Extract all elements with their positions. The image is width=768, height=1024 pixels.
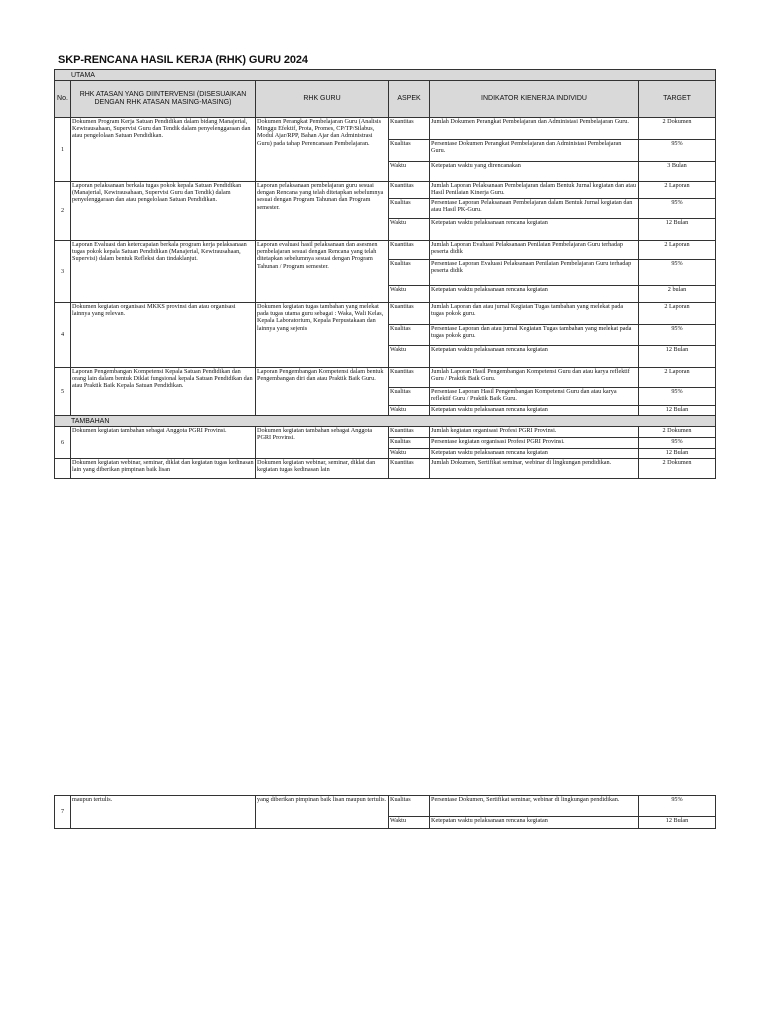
target-cell: 95% [639,260,716,286]
table-row [55,303,716,325]
header-no: No. [55,81,71,118]
target-cell: 2 Laporan [639,182,716,199]
indikator-cell: Persentase Dokumen Perangkat Pembelajaran dan Administasi Pembelajaran Guru. [430,140,639,162]
page-title: SKP-RENCANA HASIL KERJA (RHK) GURU 2024 [58,54,308,66]
rhk-atasan-cell: Laporan pelaksanaan berkala tugas pokok kepala Satuan Pendidikan (Manajerial, Kewirausahaan, Supervisi Guru dan Tendik) dalam penyelenggaraan dan atau pengelolaan Satuan Pendidikan. [71,182,256,241]
indikator-cell: Jumlah Laporan Evaluasi Pelaksanaan Penilaian Pembelajaran Guru terhadap peserta didik [430,241,639,260]
target-cell: 2 Dokumen [639,118,716,140]
target-cell: 95% [639,140,716,162]
target-cell: 2 Dokumen [639,459,716,479]
aspek-cell: Kualitas [389,140,430,162]
indikator-cell: Persentase Laporan Pelaksanaan Pembelajaran dalam Bentuk Jurnal kegiatan dan atau Hasil PK-Guru. [430,199,639,219]
aspek-cell: Waktu [389,817,430,829]
rhk-atasan-cell: Laporan Evaluasi dan ketercapaian berkala program kerja pelaksanaan tugas pokok kepala Satuan Pendidikan (Manajerial, Kewirausahaan, Supervisi) dalam bentuk Refleksi dan tindaklanjut. [71,241,256,303]
table-row [55,796,716,817]
table-row [55,459,716,479]
indikator-cell: Jumlah kegiatan organisasi Profesi PGRI Provinsi. [430,427,639,438]
target-cell: 12 Bulan [639,449,716,459]
aspek-cell: Kuantitas [389,368,430,388]
target-cell: 2 Laporan [639,241,716,260]
indikator-cell: Persentase Laporan Hasil Pengembangan Kompetensi Guru dan atau karya reflektif Guru / Praktik Baik Guru. [430,388,639,406]
indikator-cell: Jumlah Laporan Pelaksanaan Pembelajaran dalam Bentuk Jurnal kegiatan dan atau Hasil Penilaian Kinerja Guru. [430,182,639,199]
row-number: 4 [55,303,71,368]
rhk-table-continued [54,795,716,829]
row-number: 1 [55,118,71,182]
rhk-atasan-cell: maupun tertulis. [71,796,256,829]
aspek-cell: Kuantitas [389,303,430,325]
indikator-cell: Ketepatan waktu yang direncanakan [430,162,639,182]
indikator-cell: Persentase Laporan Evaluasi Pelaksanaan Penilaian Pembelajaran Guru terhadap peserta didik [430,260,639,286]
aspek-cell: Kuantitas [389,182,430,199]
target-cell: 12 Bulan [639,406,716,416]
table-row [55,241,716,260]
indikator-cell: Ketepatan waktu pelaksanaan rencana kegiatan [430,346,639,368]
indikator-cell: Ketepatan waktu pelaksanaan rencana kegiatan [430,406,639,416]
indikator-cell: Persentase kegiatan organisasi Profesi PGRI Provinsi. [430,438,639,449]
indikator-cell: Jumlah Laporan Hasil Pengembangan Kompetensi Guru dan atau karya reflektif Guru / Praktik Baik Guru. [430,368,639,388]
header-rhk-guru: RHK GURU [256,81,389,118]
aspek-cell: Kuantitas [389,427,430,438]
row-number-empty [55,459,71,479]
indikator-cell: Jumlah Dokumen Perangkat Pembelajaran dan Administasi Pembelajaran Guru. [430,118,639,140]
target-cell: 2 Dokumen [639,427,716,438]
target-cell: 12 Bulan [639,817,716,829]
rhk-guru-cell: Laporan pelaksanaan pembelajaran guru sesuai dengan Rencana yang telah ditetapkan sebelumnya sesuai dengan Program Tahunan dan Program semester. [256,182,389,241]
rhk-atasan-cell: Laporan Pengembangan Kompetensi Kepala Satuan Pendidikan dan orang lain dalam bentuk Diklat fungsional kepala Satuan Pendidikan dan atau Praktik Baik Kepala Satuan Pendidikan. [71,368,256,416]
target-cell: 2 bulan [639,286,716,303]
target-cell: 95% [639,388,716,406]
aspek-cell: Kualitas [389,260,430,286]
aspek-cell: Kuantitas [389,241,430,260]
aspek-cell: Kualitas [389,388,430,406]
rhk-atasan-cell: Dokumen kegiatan tambahan sebagai Anggota PGRI Provinsi. [71,427,256,459]
target-cell: 95% [639,325,716,346]
row-number: 2 [55,182,71,241]
aspek-cell: Waktu [389,162,430,182]
indikator-cell: Persentase Laporan dan atau jurnal Kegiatan Tugas tambahan yang melekat pada tugas pokok guru. [430,325,639,346]
indikator-cell: Ketepatan waktu pelaksanaan rencana kegiatan [430,219,639,241]
aspek-cell: Waktu [389,346,430,368]
table-row [55,368,716,388]
indikator-cell: Jumlah Dokumen, Sertifikat seminar, webinar di lingkungan pendidikan. [430,459,639,479]
header-rhk-atasan: RHK ATASAN YANG DIINTERVENSI (DISESUAIKAN DENGAN RHK ATASAN MASING-MASING) [71,81,256,118]
table-row [55,427,716,438]
aspek-cell: Kualitas [389,199,430,219]
table-row [55,118,716,140]
table-row [55,182,716,199]
target-cell: 2 Laporan [639,368,716,388]
row-number: 7 [55,796,71,829]
rhk-guru-cell: yang diberikan pimpinan baik lisan maupun tertulis. [256,796,389,829]
aspek-cell: Waktu [389,286,430,303]
aspek-cell: Kualitas [389,438,430,449]
aspek-cell: Waktu [389,449,430,459]
rhk-guru-cell: Laporan evaluasi hasil pelaksanaan dan asesmen pembelajaran sesuai dengan Rencana yang telah ditetapkan sebelumnya sesuai dengan Program Tahunan / Program semester. [256,241,389,303]
rhk-guru-text: Dokumen kegiatan webinar, seminar, diklat dan kegiatan tugas kedinasan lain [257,459,376,474]
aspek-cell: Kualitas [389,325,430,346]
indikator-cell: Persentase Dokumen, Sertifikat seminar, webinar di lingkungan pendidikan. [430,796,639,817]
rhk-atasan-cell [71,459,256,479]
rhk-atasan-text: Dokumen kegiatan webinar, seminar, diklat dan kegiatan tugas kedinasan lain yang diberikan pimpinan baik lisan [72,459,254,474]
rhk-guru-cell: Dokumen Perangkat Pembelajaran Guru (Analisis Minggu Efektif, Prota, Promes, CP/TP/Silabus, Modul Ajar/RPP, Bahan Ajar dan Administrasi Guru) pada tahap Perencanaan Pembelajaran. [256,118,389,182]
aspek-cell: Kuantitas [389,459,430,479]
indikator-cell: Ketepatan waktu pelaksanaan rencana kegiatan [430,286,639,303]
row-number: 6 [55,427,71,459]
aspek-cell: Kualitas [389,796,430,817]
target-cell: 95% [639,438,716,449]
rhk-guru-cell: Laporan Pengembangan Kompetensi dalam bentuk Pengembangan diri dan atau Praktik Baik Guru. [256,368,389,416]
indikator-cell: Ketepatan waktu pelaksanaan rencana kegiatan [430,449,639,459]
header-aspek: ASPEK [389,81,430,118]
rhk-table [54,69,716,479]
indikator-cell: Ketepatan waktu pelaksanaan rencana kegiatan [430,817,639,829]
rhk-guru-cell: Dokumen kegiatan tugas tambahan yang melekat pada tugas utama guru sebagai : Waka, Wali Kelas, Kepala Laboratorium, Kepala Perpustakaan dan lainnya yang sejenis [256,303,389,368]
target-cell: 95% [639,796,716,817]
target-cell: 2 Laporan [639,303,716,325]
section-tambahan: TAMBAHAN [55,416,716,427]
section-utama: UTAMA [55,70,716,81]
rhk-guru-cell: Dokumen kegiatan tambahan sebagai Anggota PGRI Provinsi. [256,427,389,459]
row-number: 5 [55,368,71,416]
target-cell: 3 Bulan [639,162,716,182]
rhk-guru-cell [256,459,389,479]
target-cell: 95% [639,199,716,219]
header-target: TARGET [639,81,716,118]
header-indikator: INDIKATOR KIENERJA INDIVIDU [430,81,639,118]
indikator-cell: Jumlah Laporan dan atau jurnal Kegiatan Tugas tambahan yang melekat pada tugas pokok guru. [430,303,639,325]
target-cell: 12 Bulan [639,346,716,368]
aspek-cell: Waktu [389,219,430,241]
aspek-cell: Waktu [389,406,430,416]
aspek-cell: Kuantitas [389,118,430,140]
row-number: 3 [55,241,71,303]
target-cell: 12 Bulan [639,219,716,241]
rhk-atasan-cell: Dokumen kegiatan organisasi MKKS provinsi dan atau organisasi lainnya yang relevan. [71,303,256,368]
rhk-atasan-cell: Dokumen Program Kerja Satuan Pendidikan dalam bidang Manajerial, Kewirausahaan, Supervisi Guru dan Tendik dalam penyelenggaraan dan atau pengelolaan Satuan Pendidikan. [71,118,256,182]
